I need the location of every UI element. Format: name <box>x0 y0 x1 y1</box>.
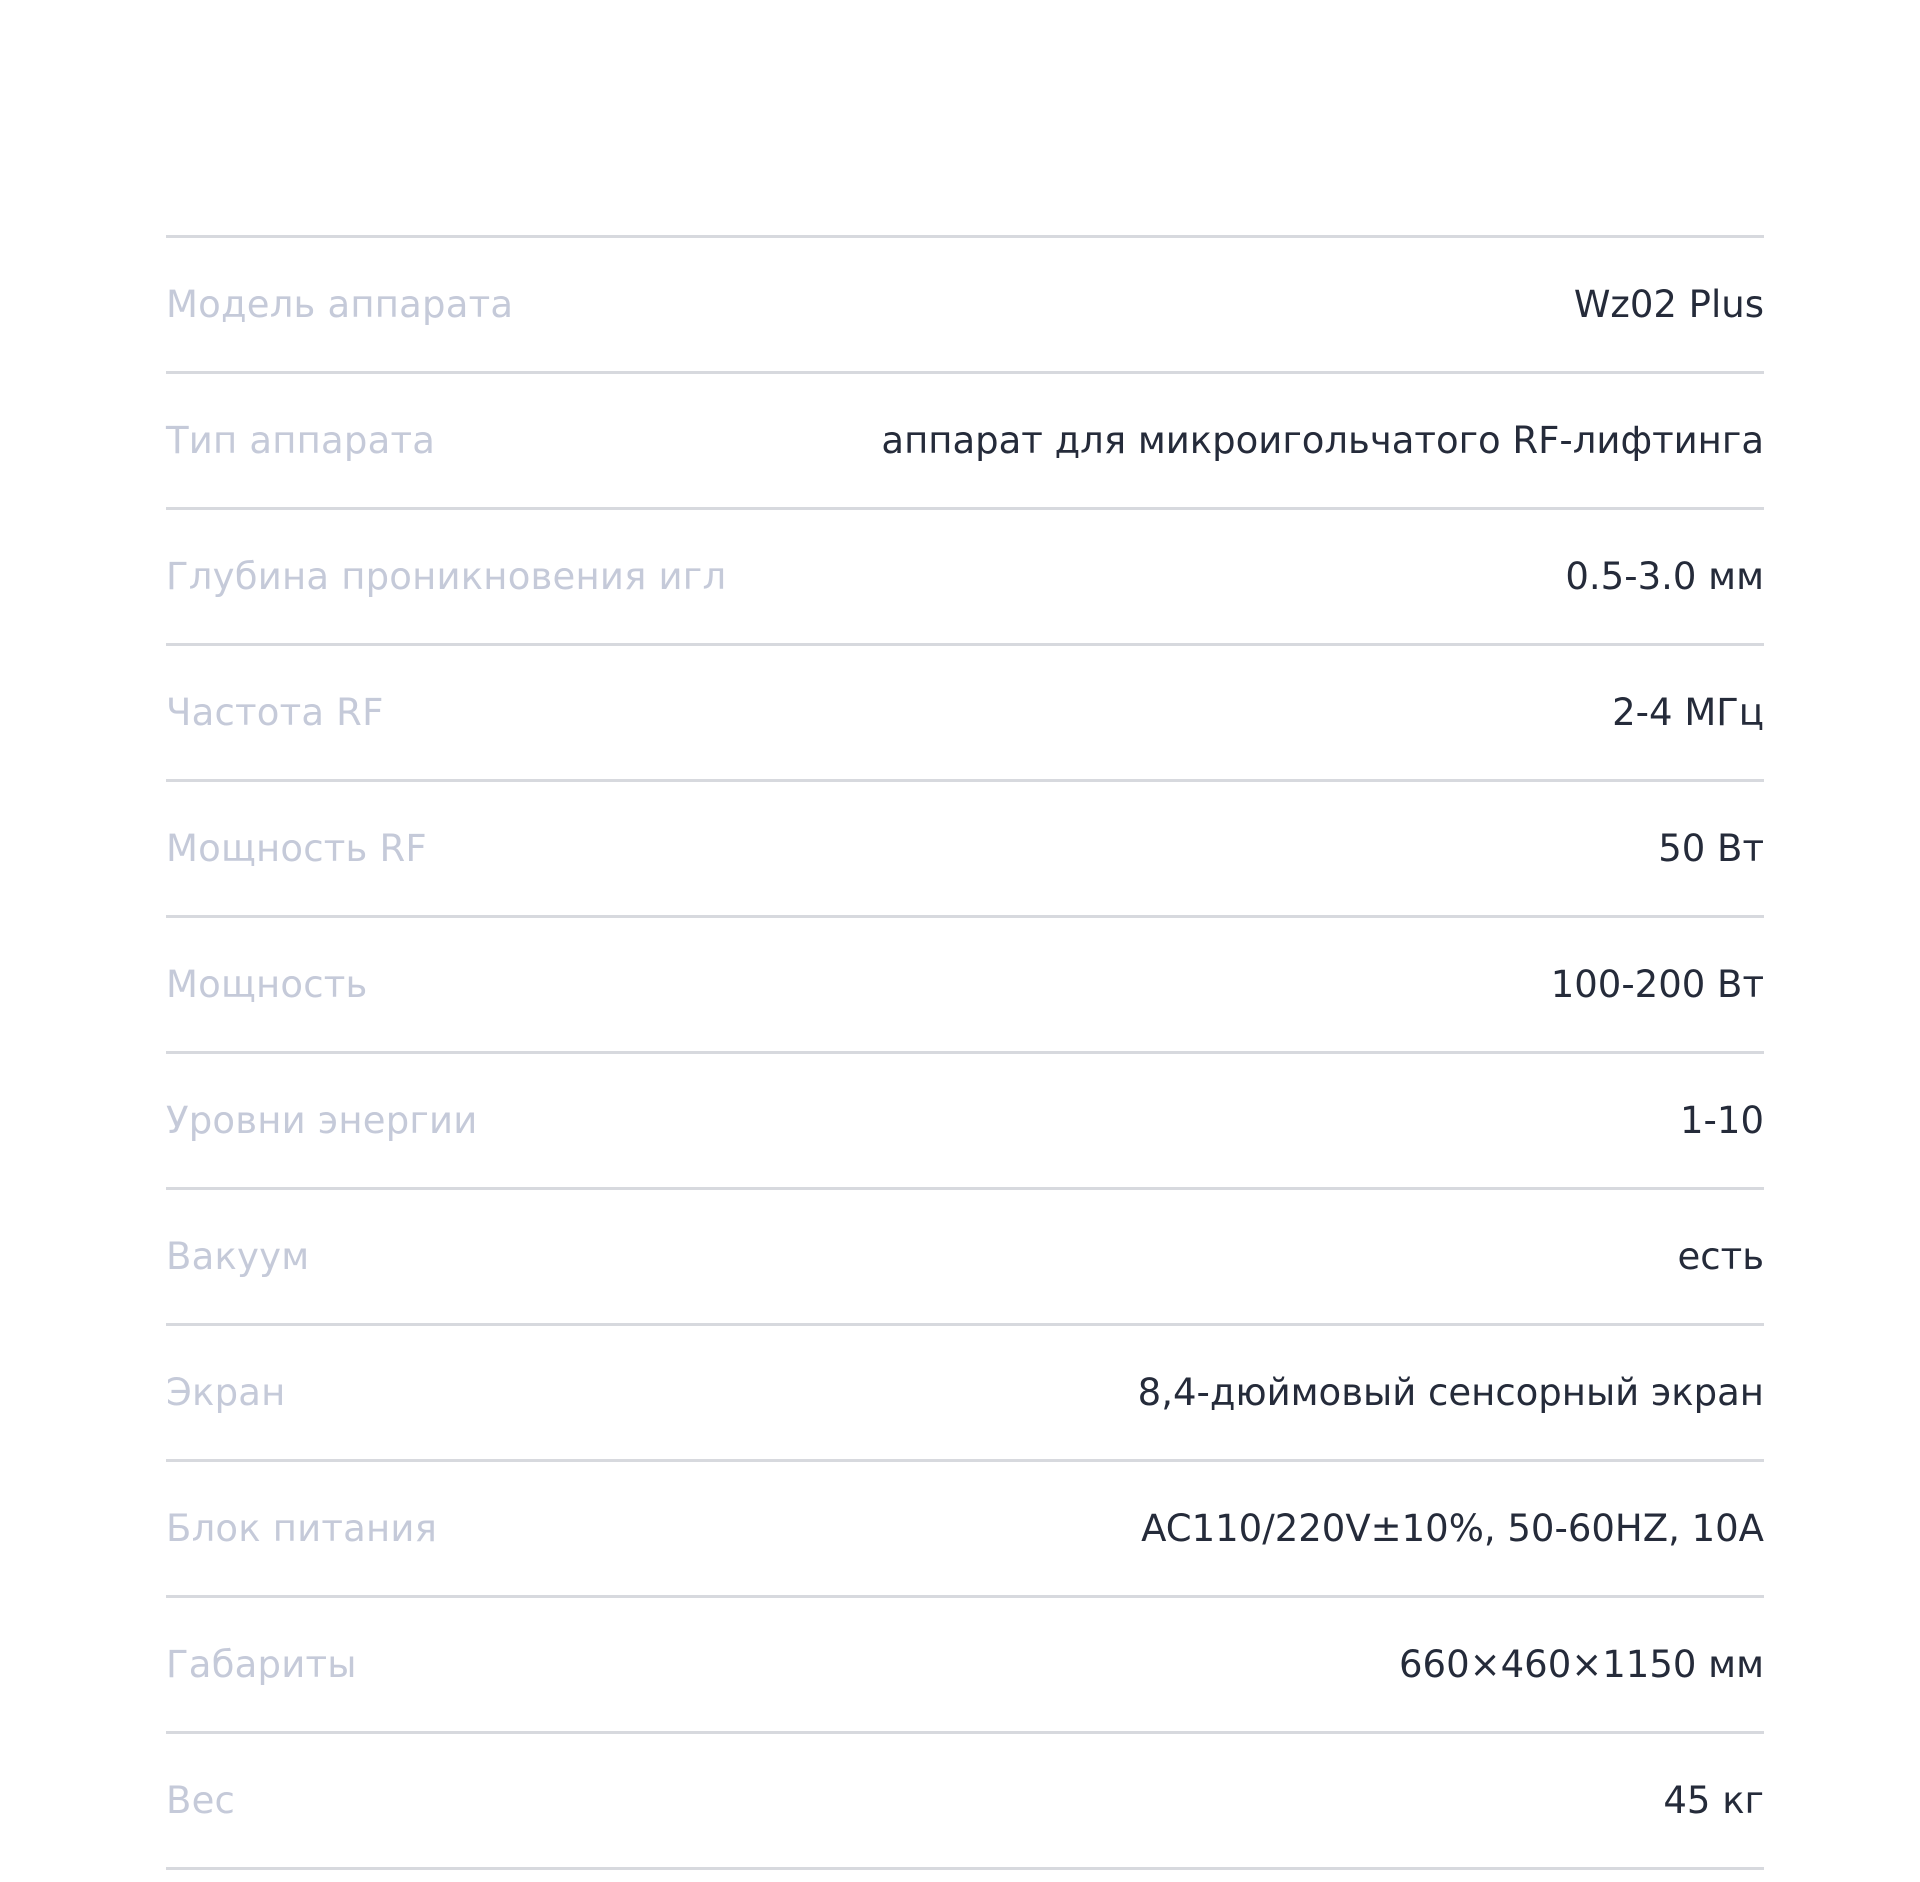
spec-label: Габариты <box>166 1643 357 1686</box>
spec-value: 45 кг <box>1663 1779 1764 1822</box>
spec-label: Мощность <box>166 963 368 1006</box>
spec-value: 1-10 <box>1680 1099 1764 1142</box>
spec-row-weight <box>166 1731 1764 1870</box>
spec-label: Глубина проникновения игл <box>166 555 727 598</box>
spec-row-rf-power <box>166 779 1764 915</box>
spec-row-type <box>166 371 1764 507</box>
spec-label: Модель аппарата <box>166 283 514 326</box>
spec-value: 8,4-дюймовый сенсорный экран <box>1137 1371 1764 1414</box>
spec-value: AC110/220V±10%, 50-60HZ, 10A <box>1141 1507 1764 1550</box>
spec-row-model <box>166 235 1764 371</box>
spec-value: 660×460×1150 мм <box>1399 1643 1764 1686</box>
spec-row-screen <box>166 1323 1764 1459</box>
spec-value: 100-200 Вт <box>1550 963 1764 1006</box>
spec-label: Частота RF <box>166 691 384 734</box>
spec-value: Wz02 Plus <box>1573 283 1764 326</box>
spec-row-power <box>166 915 1764 1051</box>
spec-table <box>166 235 1764 1870</box>
spec-value: 0.5-3.0 мм <box>1565 555 1764 598</box>
spec-value: аппарат для микроигольчатого RF-лифтинга <box>881 419 1764 462</box>
spec-value: есть <box>1677 1235 1764 1278</box>
spec-row-rf-frequency <box>166 643 1764 779</box>
spec-label: Вес <box>166 1779 236 1822</box>
spec-label: Блок питания <box>166 1507 438 1550</box>
spec-row-dimensions <box>166 1595 1764 1731</box>
spec-label: Уровни энергии <box>166 1099 478 1142</box>
spec-row-energy-levels <box>166 1051 1764 1187</box>
spec-label: Тип аппарата <box>166 419 436 462</box>
spec-label: Экран <box>166 1371 286 1414</box>
spec-value: 50 Вт <box>1658 827 1764 870</box>
spec-row-power-supply <box>166 1459 1764 1595</box>
spec-row-vacuum <box>166 1187 1764 1323</box>
spec-row-needle-depth <box>166 507 1764 643</box>
spec-value: 2-4 МГц <box>1612 691 1764 734</box>
spec-label: Вакуум <box>166 1235 310 1278</box>
spec-label: Мощность RF <box>166 827 427 870</box>
